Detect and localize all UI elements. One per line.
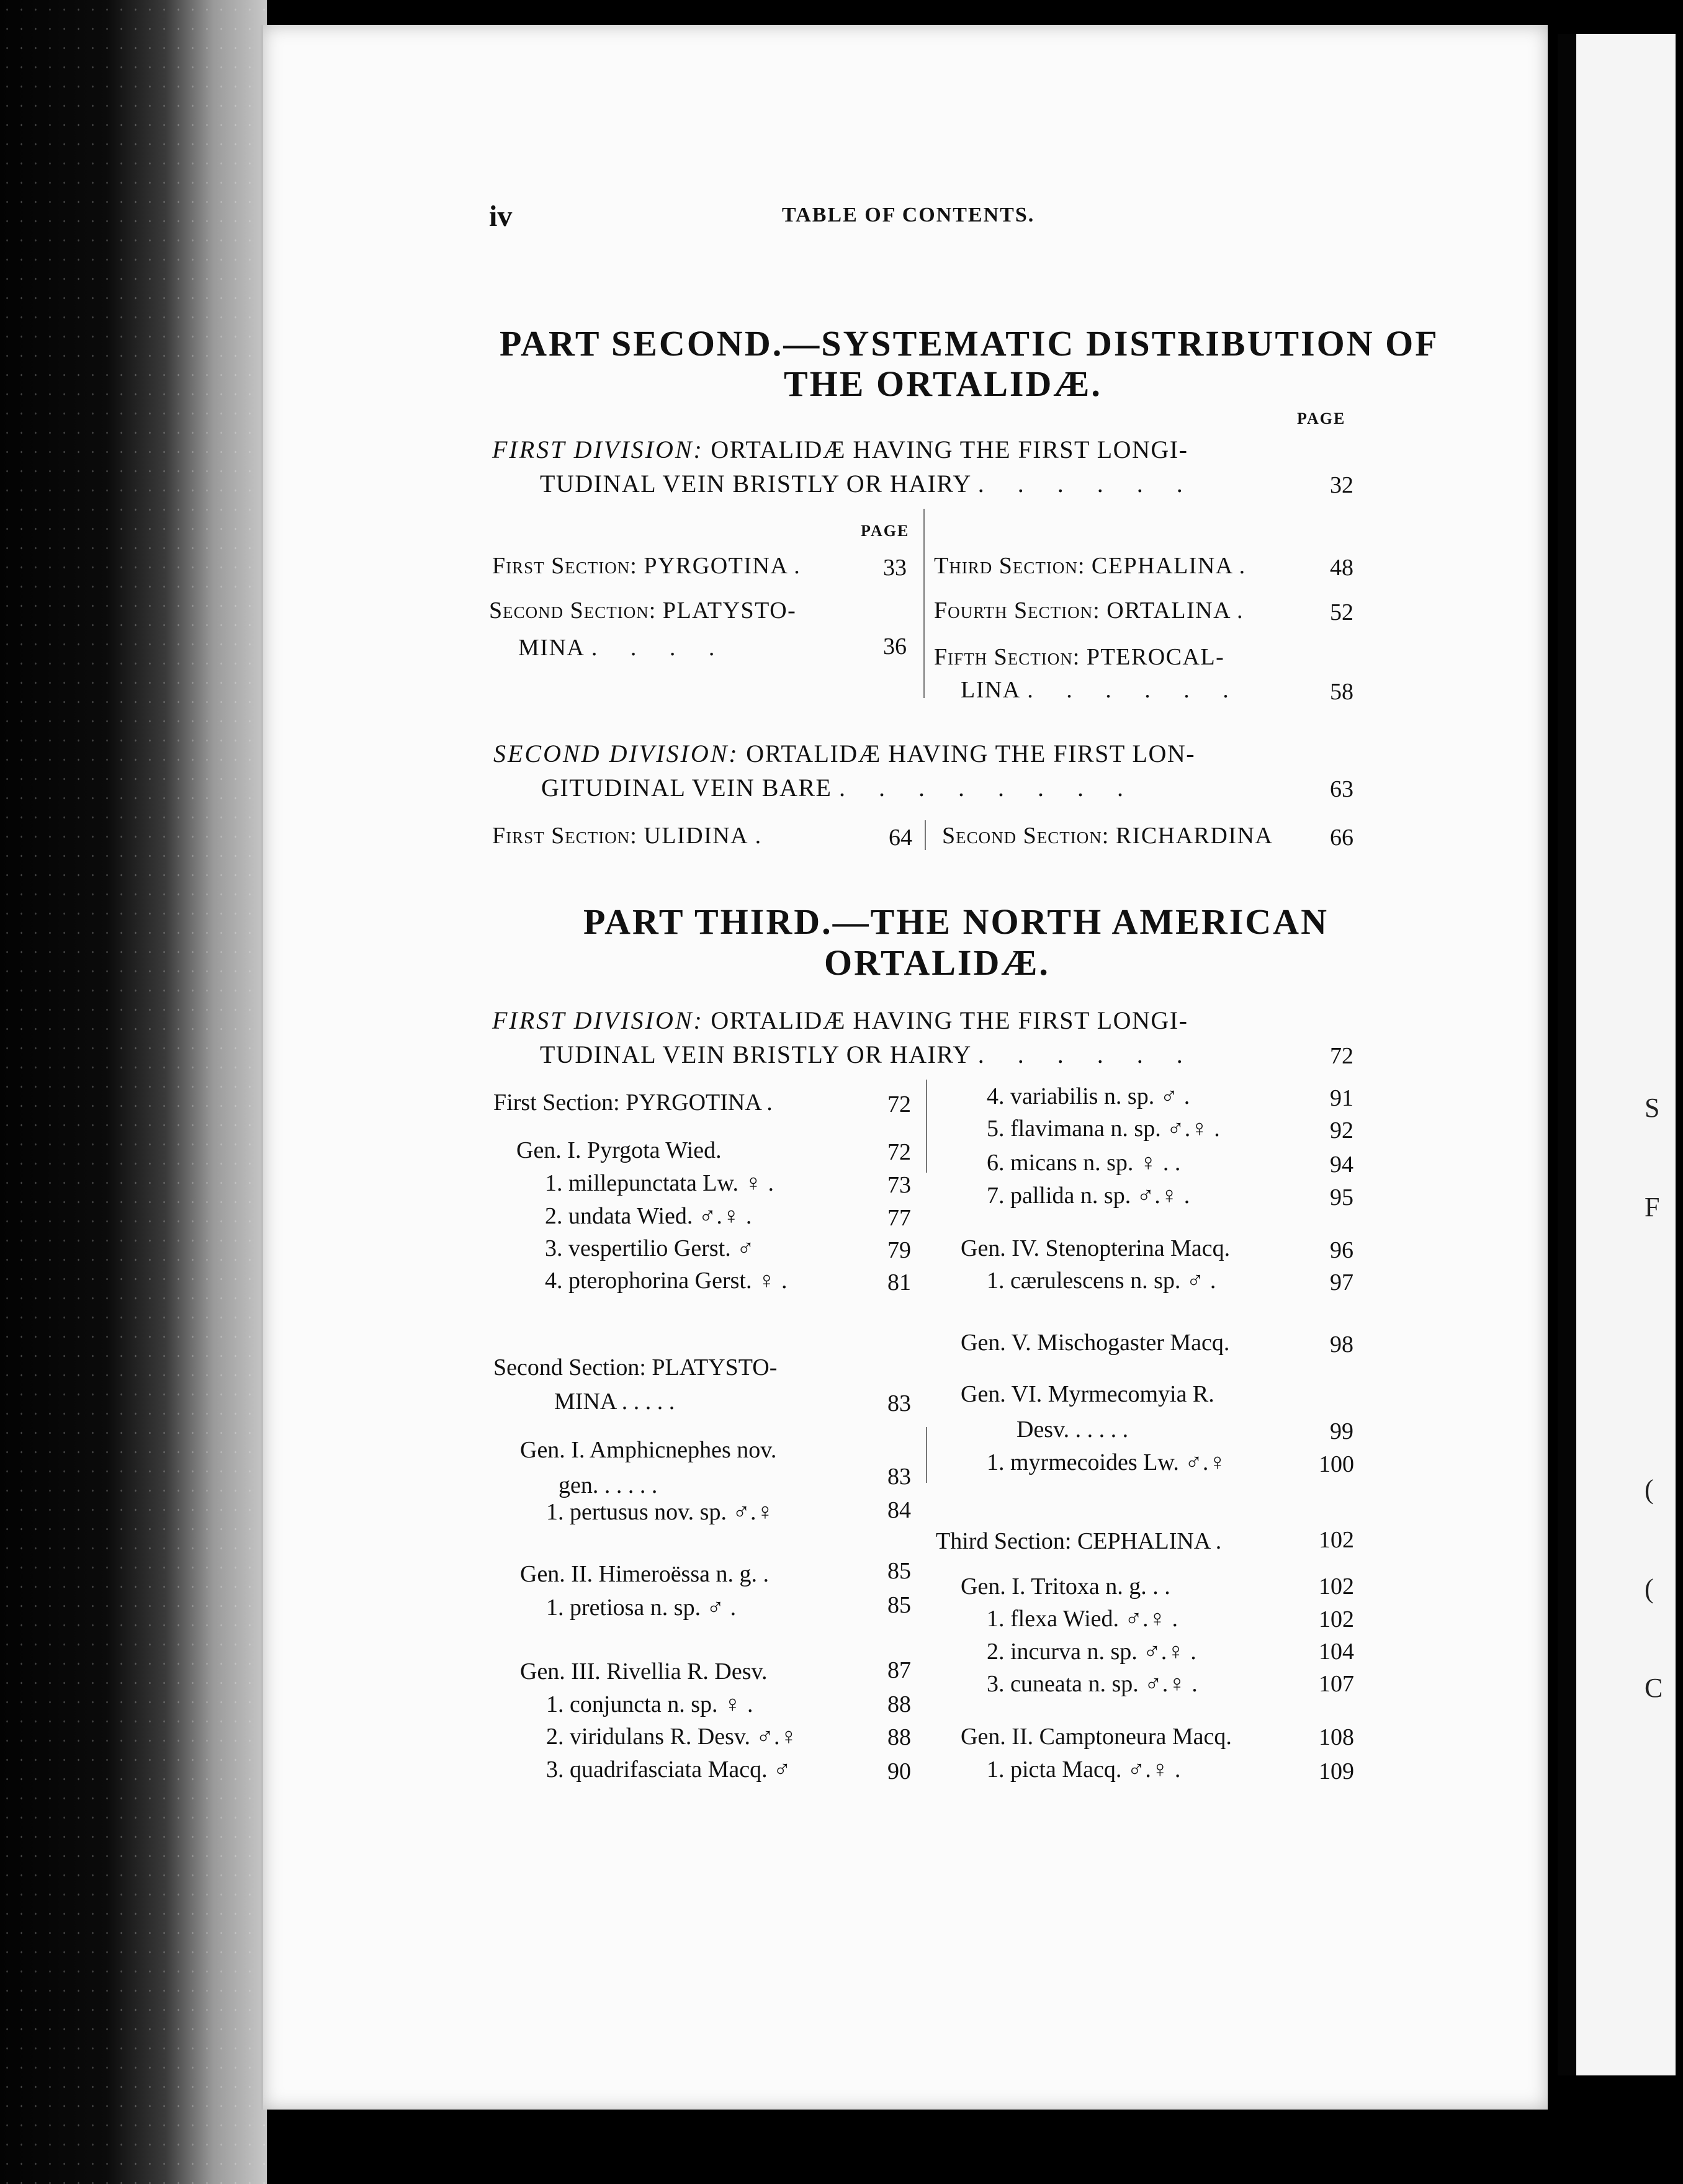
toc-section-cont: LINA . . . . . . xyxy=(961,677,1242,703)
toc-entry: Third Section: CEPHALINA . xyxy=(936,1528,1222,1554)
toc-entry: MINA . . . . . xyxy=(554,1389,675,1415)
part3-title-line2: ORTALIDÆ. xyxy=(824,942,1050,983)
page-number: 97 xyxy=(1330,1269,1353,1296)
toc-section: First Section: ULIDINA . xyxy=(492,823,775,849)
page-number: 98 xyxy=(1330,1331,1353,1358)
part3-div1-line1: FIRST DIVISION: ORTALIDÆ HAVING THE FIRST LONGI- xyxy=(492,1006,1188,1034)
part2-div2-line2: GITUDINAL VEIN BARE . . . . . . . . xyxy=(541,774,1137,802)
page-number: 85 xyxy=(887,1558,911,1584)
toc-entry: 4. pterophorina Gerst. ♀ . xyxy=(545,1268,788,1294)
page-number: 83 xyxy=(887,1390,911,1416)
book-edge xyxy=(0,0,267,2184)
edge-letter: ( xyxy=(1645,1573,1654,1604)
page-number: 63 xyxy=(1330,776,1353,802)
part3-title-line1: PART THIRD.—THE NORTH AMERICAN xyxy=(583,902,1329,942)
page-number: 32 xyxy=(1330,472,1353,498)
part2-div2-line1: SECOND DIVISION: ORTALIDÆ HAVING THE FIRST LON- xyxy=(493,740,1196,768)
toc-entry: 6. micans n. sp. ♀ . . xyxy=(987,1150,1181,1176)
page-number: 88 xyxy=(887,1724,911,1750)
page-number: 96 xyxy=(1330,1237,1353,1263)
column-divider xyxy=(926,1080,927,1173)
page-number: 77 xyxy=(887,1205,911,1231)
page-label: PAGE xyxy=(1297,410,1346,427)
folio: iv xyxy=(489,200,513,233)
page-number: 95 xyxy=(1330,1184,1353,1211)
page-number: 33 xyxy=(883,555,907,581)
toc-entry: 1. cærulescens n. sp. ♂ . xyxy=(987,1268,1216,1294)
column-page-label: PAGE xyxy=(861,522,910,540)
page-number: 58 xyxy=(1330,679,1353,705)
toc-entry: 2. viridulans R. Desv. ♂.♀ xyxy=(546,1724,797,1750)
page-number: 72 xyxy=(887,1139,911,1165)
column-divider xyxy=(926,1427,927,1483)
edge-letter: F xyxy=(1645,1192,1660,1222)
toc-entry: 3. vespertilio Gerst. ♂ xyxy=(545,1235,755,1261)
toc-entry: 3. cuneata n. sp. ♂.♀ . xyxy=(987,1671,1198,1697)
page-number: 84 xyxy=(887,1497,911,1523)
toc-entry: 1. conjuncta n. sp. ♀ . xyxy=(546,1691,753,1717)
part2-div1-line2: TUDINAL VEIN BRISTLY OR HAIRY . . . . . . xyxy=(540,470,1196,498)
toc-entry: 5. flavimana n. sp. ♂.♀ . xyxy=(987,1116,1220,1142)
column-divider xyxy=(925,820,926,850)
toc-entry: 3. quadrifasciata Macq. ♂ xyxy=(546,1757,791,1783)
toc-entry: Gen. I. Tritoxa n. g. . . xyxy=(961,1573,1170,1600)
edge-letter: ( xyxy=(1645,1474,1654,1505)
toc-entry: 1. pertusus nov. sp. ♂.♀ xyxy=(546,1499,774,1525)
part2-div1-line1: FIRST DIVISION: ORTALIDÆ HAVING THE FIRST LONGI- xyxy=(492,436,1188,463)
facing-page-edge xyxy=(1558,34,1676,2075)
toc-entry: 1. pretiosa n. sp. ♂ . xyxy=(546,1595,737,1621)
toc-section: Fourth Section: ORTALINA . xyxy=(934,597,1244,624)
running-head: TABLE OF CONTENTS. xyxy=(782,204,1035,226)
page-number: 102 xyxy=(1319,1573,1354,1600)
page-number: 85 xyxy=(887,1592,911,1618)
page-number: 72 xyxy=(1330,1043,1353,1069)
edge-letter: C xyxy=(1645,1673,1663,1703)
page-number: 108 xyxy=(1319,1724,1354,1750)
page-number: 66 xyxy=(1330,825,1353,851)
toc-section: Second Section: PLATYSTO- xyxy=(489,597,797,624)
toc-entry: gen. . . . . . xyxy=(559,1472,658,1498)
part3-div1-line2: TUDINAL VEIN BRISTLY OR HAIRY . . . . . . xyxy=(540,1041,1196,1068)
page-number: 83 xyxy=(887,1464,911,1490)
toc-entry: Gen. I. Amphicnephes nov. xyxy=(520,1437,777,1463)
page-number: 81 xyxy=(887,1269,911,1296)
page-number: 64 xyxy=(889,825,912,851)
toc-section: Second Section: RICHARDINA xyxy=(942,823,1273,849)
toc-entry: 1. flexa Wied. ♂.♀ . xyxy=(987,1606,1178,1632)
toc-entry: 1. picta Macq. ♂.♀ . xyxy=(987,1757,1181,1783)
toc-section: Third Section: CEPHALINA . xyxy=(934,553,1246,579)
page-number: 36 xyxy=(883,633,907,660)
toc-section-cont: MINA . . . . xyxy=(518,635,729,661)
toc-entry: 2. incurva n. sp. ♂.♀ . xyxy=(987,1639,1196,1665)
page-number: 107 xyxy=(1319,1671,1354,1697)
toc-entry: 2. undata Wied. ♂.♀ . xyxy=(545,1203,752,1229)
toc-entry: Gen. I. Pyrgota Wied. xyxy=(516,1137,722,1163)
toc-entry: First Section: PYRGOTINA . xyxy=(493,1090,773,1116)
page-number: 91 xyxy=(1330,1085,1353,1111)
page-number: 72 xyxy=(887,1091,911,1117)
toc-entry: Gen. IV. Stenopterina Macq. xyxy=(961,1235,1231,1261)
page-number: 99 xyxy=(1330,1418,1353,1444)
part2-title-line1: PART SECOND.—SYSTEMATIC DISTRIBUTION OF xyxy=(500,323,1439,364)
part2-title-line2: THE ORTALIDÆ. xyxy=(784,364,1102,404)
toc-entry: 7. pallida n. sp. ♂.♀ . xyxy=(987,1183,1190,1209)
toc-entry: 1. millepunctata Lw. ♀ . xyxy=(545,1170,774,1196)
page-number: 94 xyxy=(1330,1152,1353,1178)
toc-entry: Gen. V. Mischogaster Macq. xyxy=(961,1330,1230,1356)
toc-section: First Section: PYRGOTINA . xyxy=(492,553,801,579)
toc-entry: Gen. VI. Myrmecomyia R. xyxy=(961,1381,1214,1407)
column-divider xyxy=(923,509,925,698)
toc-entry: Desv. . . . . . xyxy=(1017,1416,1129,1443)
toc-entry: 4. variabilis n. sp. ♂ . xyxy=(987,1083,1190,1109)
toc-entry: Second Section: PLATYSTO- xyxy=(493,1354,778,1381)
toc-entry: Gen. III. Rivellia R. Desv. xyxy=(520,1658,768,1685)
page-number: 87 xyxy=(887,1657,911,1683)
page-number: 102 xyxy=(1319,1527,1354,1553)
page-number: 102 xyxy=(1319,1606,1354,1632)
page-number: 92 xyxy=(1330,1117,1353,1143)
page-number: 52 xyxy=(1330,599,1353,625)
page-number: 48 xyxy=(1330,555,1353,581)
page-number: 100 xyxy=(1319,1451,1354,1477)
page-number: 109 xyxy=(1319,1758,1354,1784)
page-number: 73 xyxy=(887,1172,911,1198)
page-number: 88 xyxy=(887,1691,911,1717)
page-number: 104 xyxy=(1319,1639,1354,1665)
edge-letter: S xyxy=(1645,1093,1660,1123)
toc-entry: Gen. II. Himeroëssa n. g. . xyxy=(520,1561,770,1587)
page-number: 90 xyxy=(887,1758,911,1784)
toc-section: Fifth Section: PTEROCAL- xyxy=(934,644,1225,670)
page-number: 79 xyxy=(887,1237,911,1263)
toc-entry: Gen. II. Camptoneura Macq. xyxy=(961,1724,1232,1750)
toc-entry: 1. myrmecoides Lw. ♂.♀ xyxy=(987,1449,1226,1475)
